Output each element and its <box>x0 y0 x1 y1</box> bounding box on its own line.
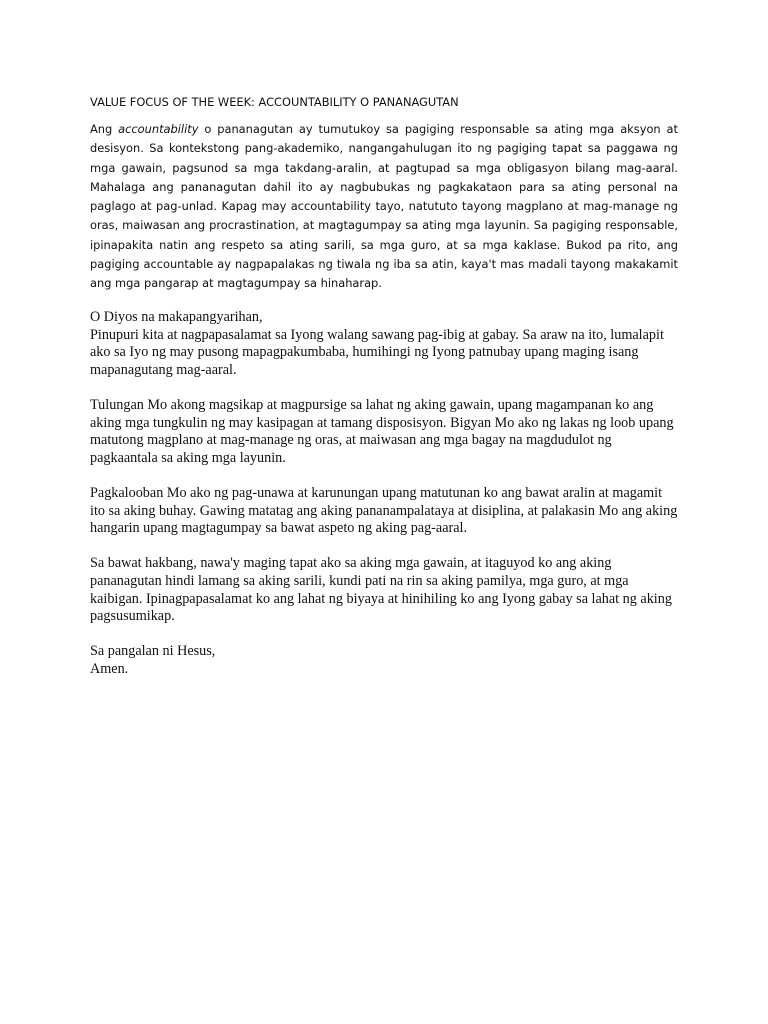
intro-paragraph <box>90 120 678 294</box>
prayer-section <box>90 309 678 696</box>
prayer-closing-line-1: Sa pangalan ni Hesus, <box>90 643 216 660</box>
prayer-paragraph-4: Sa bawat hakbang, nawa'y maging tapat ako sa aking mga gawain, at itaguyod ko ang aking pananagutan hindi lamang sa aking sarili, kundi pati na rin sa aking pamilya, mga guro, at mga kaibigan. Ipinagpapasalamat ko ang lahat ng biyaya at hinihiling ko ang Iyong gabay sa lahat ng aking pagsusumikap. <box>90 555 672 625</box>
prayer-opening: Pinupuri kita at nagpapasalamat sa Iyong walang sawang pag-ibig at gabay. Sa araw na ito, lumalapit ako sa Iyo ng may pusong mapagpakumbaba, humihingi ng Iyong patnubay upang maging isang mapanagutang mag-aaral. <box>90 326 664 378</box>
prayer-closing-line-2: Amen. <box>90 660 129 677</box>
prayer-paragraph-2: Tulungan Mo akong magsikap at magpursige sa lahat ng aking gawain, upang magampanan ko ang aking mga tungkulin ng may kasipagan at tamang disposisyon. Bigyan Mo ako ng lakas ng loob upang matutong magplano at mag-manage ng oras, at maiwasan ang mga bagay na magdudulot ng pagkaantala sa aking mga layunin. <box>90 396 674 466</box>
intro-emphasis: accountability <box>118 122 199 136</box>
prayer-paragraph-1 <box>90 309 678 379</box>
intro-lead: Ang <box>90 122 119 136</box>
intro-body: o pananagutan ay tumutukoy sa pagiging responsable sa ating mga aksyon at desisyon. Sa kontekstong pang-akademiko, nangangahulugan ito ng pagiging tapat sa paggawa ng mga gawain, pagsunod sa mga takdang-aralin, at pagtupad sa mga obligasyon bilang mag-aaral. Mahalaga ang pananagutan dahil ito ay nagbubukas ng pagkakataon para sa ating personal na paglago at pag-unlad. Kapag may accountability tayo, natututo tayong magplano at mag-manage ng oras, maiwasan ang procrastination, at magtagumpay sa ating mga layunin. Sa pagiging responsable, ipinapakita natin ang respeto sa ating sarili, sa mga guro, at sa mga kaklase. Bukod pa rito, ang pagiging accountable ay nagpapalakas ng tiwala ng iba sa atin, kaya't mas madali tayong makakamit ang mga pangarap at magtagumpay sa hinaharap. <box>90 122 678 291</box>
prayer-paragraph-3: Pagkalooban Mo ako ng pag-unawa at karunungan upang matutunan ko ang bawat aralin at magamit ito sa aking buhay. Gawing matatag ang aking pananampalataya at disiplina, at palakasin Mo ang aking hangarin upang magtagumpay sa bawat aspeto ng aking pag-aaral. <box>90 484 678 537</box>
document-heading: VALUE FOCUS OF THE WEEK: ACCOUNTABILITY O PANANAGUTAN <box>90 95 459 109</box>
document-page <box>90 0 678 1024</box>
prayer-salutation: O Diyos na makapangyarihan, <box>90 309 263 325</box>
prayer-closing <box>90 643 678 678</box>
